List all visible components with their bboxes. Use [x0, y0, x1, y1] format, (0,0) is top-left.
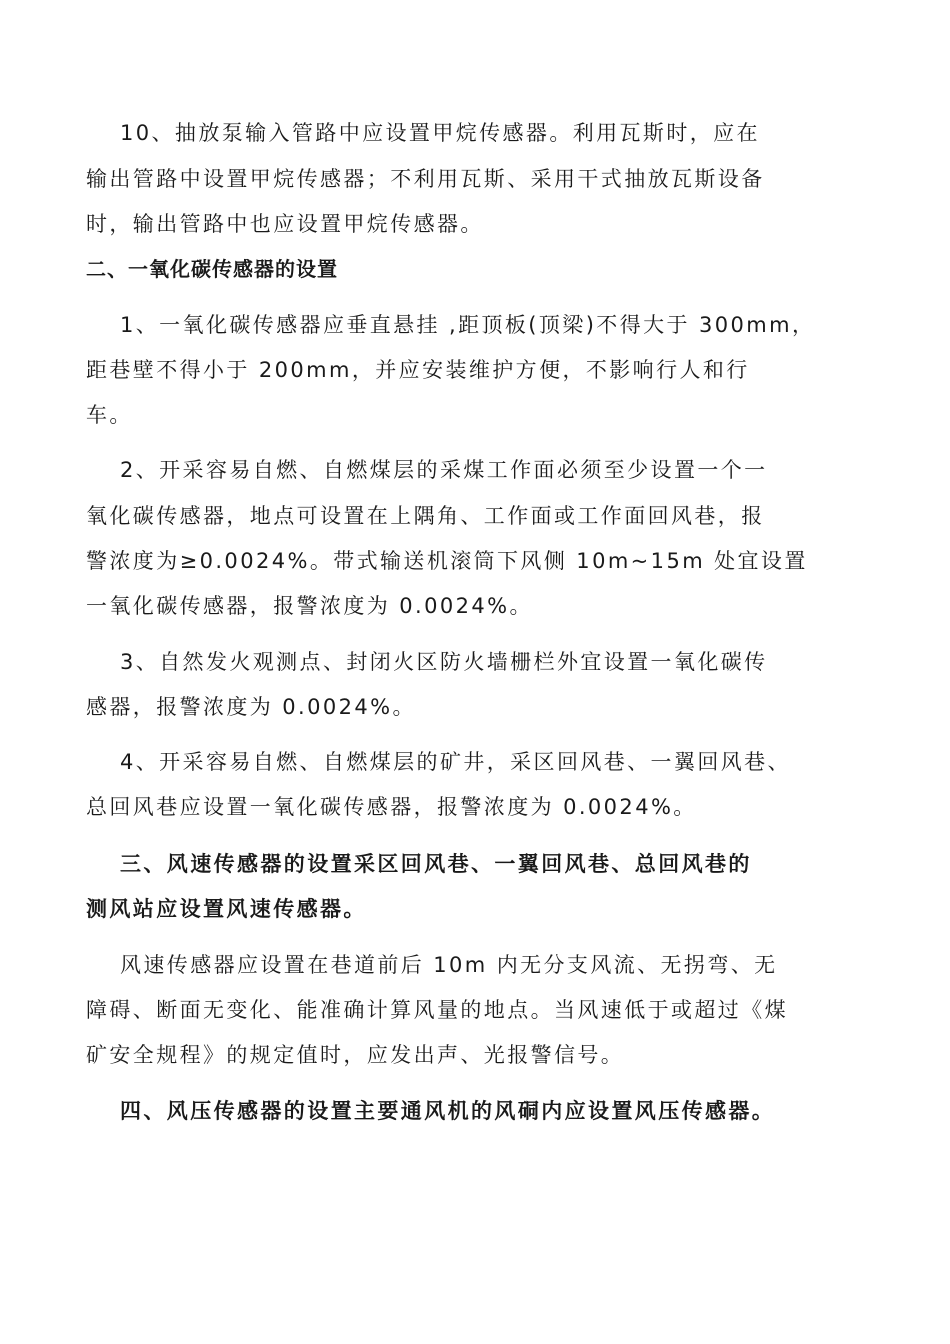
paragraph-line: 矿安全规程》的规定值时，应发出声、光报警信号。 [86, 1043, 625, 1067]
paragraph-line: 1、一氧化碳传感器应垂直悬挂 ,距顶板(顶梁)不得大于 300mm， [120, 313, 816, 337]
paragraph-line: 总回风巷应设置一氧化碳传感器，报警浓度为 0.0024%。 [86, 795, 697, 819]
paragraph-line: 警浓度为≥0.0024%。带式输送机滚筒下风侧 10m~15m 处宜设置 [86, 549, 808, 573]
paragraph-line: 一氧化碳传感器，报警浓度为 0.0024%。 [86, 594, 533, 618]
section-heading: 二、一氧化碳传感器的设置 [86, 257, 338, 281]
paragraph-line: 输出管路中设置甲烷传感器；不利用瓦斯、采用干式抽放瓦斯设备 [86, 167, 765, 191]
paragraph-line: 车。 [86, 403, 133, 427]
section-heading: 三、风速传感器的设置采区回风巷、一翼回风巷、总回风巷的 [120, 852, 752, 876]
paragraph-line: 3、自然发火观测点、封闭火区防火墙栅栏外宜设置一氧化碳传 [120, 650, 768, 674]
paragraph-line: 10、抽放泵输入管路中应设置甲烷传感器。利用瓦斯时，应在 [120, 121, 760, 145]
paragraph-line: 风速传感器应设置在巷道前后 10m 内无分支风流、无拐弯、无 [120, 953, 778, 977]
paragraph-line: 感器，报警浓度为 0.0024%。 [86, 695, 416, 719]
paragraph-line: 氧化碳传感器，地点可设置在上隅角、工作面或工作面回风巷，报 [86, 504, 765, 528]
paragraph-line: 4、开采容易自燃、自燃煤层的矿井，采区回风巷、一翼回风巷、 [120, 750, 791, 774]
paragraph-line: 障碍、断面无变化、能准确计算风量的地点。当风速低于或超过《煤 [86, 998, 788, 1022]
paragraph-line: 2、开采容易自燃、自燃煤层的采煤工作面必须至少设置一个一 [120, 458, 768, 482]
section-heading: 测风站应设置风速传感器。 [86, 897, 367, 921]
section-heading: 四、风压传感器的设置主要通风机的风硐内应设置风压传感器。 [120, 1099, 776, 1123]
paragraph-line: 时，输出管路中也应设置甲烷传感器。 [86, 212, 484, 236]
paragraph-line: 距巷壁不得小于 200mm，并应安装维护方便，不影响行人和行 [86, 358, 750, 382]
